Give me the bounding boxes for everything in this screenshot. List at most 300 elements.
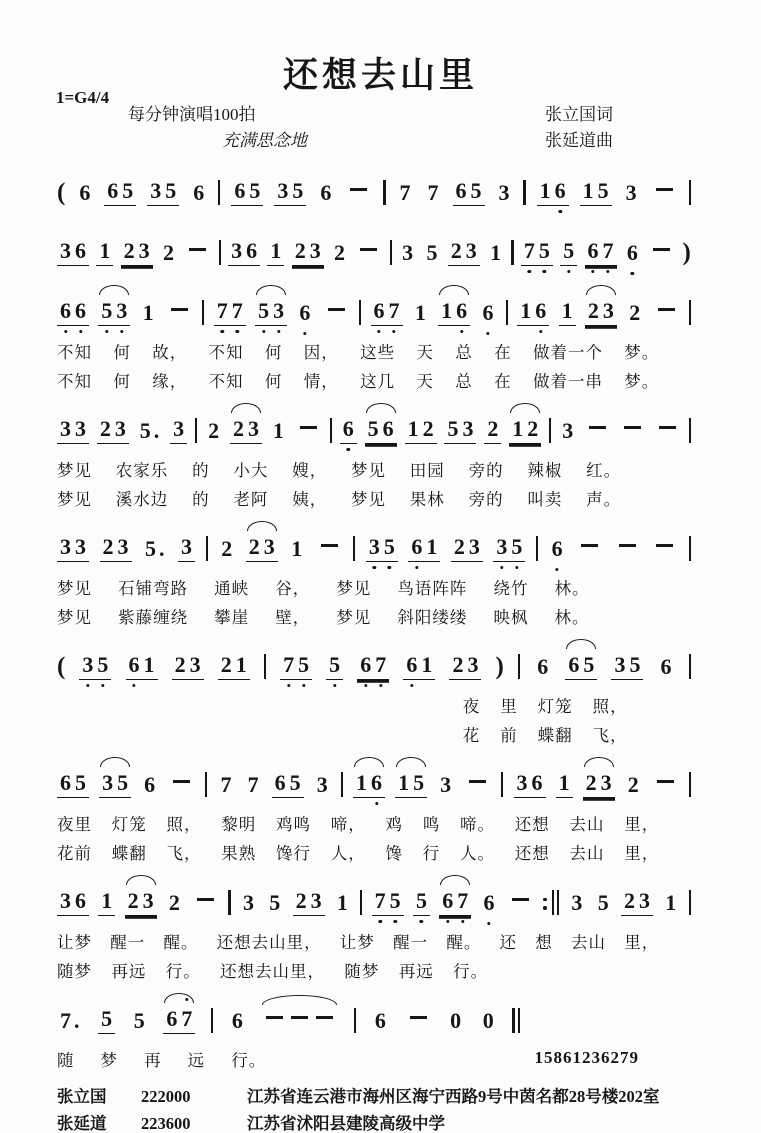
barline xyxy=(689,418,691,444)
lyric-word: 的 xyxy=(192,490,210,509)
bar xyxy=(518,1008,520,1033)
note: 3 xyxy=(271,298,286,324)
note: 6 xyxy=(586,238,601,264)
dash-bar xyxy=(300,426,317,429)
note: 6 xyxy=(404,652,419,678)
bar xyxy=(536,536,538,561)
note: 7 xyxy=(215,298,230,324)
note: 3 xyxy=(181,534,192,559)
note-group xyxy=(100,534,132,562)
barline xyxy=(383,180,385,206)
barline xyxy=(501,772,503,798)
dash-bar xyxy=(656,544,673,547)
note-group xyxy=(437,772,454,798)
slur-arc xyxy=(126,875,156,885)
note-group xyxy=(653,300,680,326)
slur-arc xyxy=(354,757,384,767)
duration-dash xyxy=(654,300,679,326)
low-octave-dot xyxy=(539,330,542,333)
lyric-word: 何 xyxy=(113,372,131,391)
note-group xyxy=(487,240,504,266)
low-octave-dot xyxy=(287,684,290,687)
low-octave-dot xyxy=(86,684,89,687)
lyric-word: 还想 xyxy=(514,815,550,834)
note-digits xyxy=(425,180,442,206)
note-group xyxy=(261,1008,338,1034)
note: 2 xyxy=(168,890,180,915)
lyric-word: 斜阳缕缕 xyxy=(397,608,468,627)
bar xyxy=(264,654,266,679)
bar xyxy=(689,654,691,679)
duration-dash xyxy=(169,772,194,798)
note-group xyxy=(509,416,541,444)
note: 3 xyxy=(367,534,382,560)
note-group xyxy=(412,300,429,326)
notation-line xyxy=(57,518,691,572)
slur-arc xyxy=(584,757,614,767)
note-digits xyxy=(481,890,498,916)
system-5 xyxy=(57,518,691,630)
system-7 xyxy=(57,754,691,866)
header xyxy=(0,0,761,154)
note: 5 . xyxy=(145,536,165,561)
note: 5 xyxy=(414,888,429,914)
low-octave-dot xyxy=(373,566,376,569)
note: 5 xyxy=(537,238,552,264)
duration-dash xyxy=(653,772,678,798)
note-group xyxy=(340,416,357,444)
note-digits xyxy=(331,240,348,266)
lyric-word: 总 xyxy=(455,343,473,362)
duration-dash xyxy=(465,772,490,798)
bar xyxy=(512,1008,514,1033)
system-4 xyxy=(57,400,691,512)
system-2 xyxy=(57,222,691,276)
bar xyxy=(211,1008,213,1033)
dash-bar xyxy=(171,308,188,311)
lyric-word: 去山 xyxy=(569,815,605,834)
note: 1 xyxy=(272,418,284,443)
note-digits xyxy=(218,652,250,680)
note-group xyxy=(623,180,640,206)
lyric-row xyxy=(57,1048,691,1073)
note-group xyxy=(137,418,163,444)
lyric-word: 攀崖 xyxy=(214,608,250,627)
lyric-word: 照， xyxy=(592,697,628,716)
duration-dash xyxy=(620,418,645,444)
note: 3 xyxy=(625,180,637,205)
bar xyxy=(218,180,220,205)
note-digits xyxy=(126,652,158,680)
bar xyxy=(523,180,525,205)
bar xyxy=(390,240,392,265)
lyric-line xyxy=(463,694,628,719)
lyric-word: 不知 xyxy=(208,343,244,362)
barline xyxy=(549,418,551,444)
note: 1 xyxy=(490,240,502,265)
lyric-row xyxy=(57,723,691,748)
note: 3 xyxy=(138,238,150,263)
lyric-word: 天 xyxy=(416,343,434,362)
note-group xyxy=(99,770,131,798)
low-octave-dot xyxy=(393,920,396,923)
note-group xyxy=(57,534,89,562)
note-digits xyxy=(98,298,130,326)
note-group xyxy=(395,770,427,798)
note: 2 xyxy=(123,238,135,263)
dash-bar xyxy=(350,188,367,191)
note-group xyxy=(403,652,435,680)
note: 3 xyxy=(465,238,477,263)
bar xyxy=(549,418,551,443)
note: 5 xyxy=(388,888,403,914)
lyric-word: 飞， xyxy=(166,844,202,863)
note: 3 xyxy=(114,416,126,441)
dash-bar xyxy=(360,248,377,251)
note-group xyxy=(121,238,153,266)
lyric-line xyxy=(57,369,659,394)
note-group xyxy=(218,772,235,798)
note-group xyxy=(295,418,322,444)
note: 3 xyxy=(75,416,86,441)
dash-bar xyxy=(653,248,670,251)
note-group xyxy=(246,534,278,562)
lyric-word: 映枫 xyxy=(493,608,529,627)
lyric-word: 鸣 xyxy=(422,815,441,834)
note: 1 xyxy=(235,652,247,677)
note-group xyxy=(365,416,397,444)
note: 2 xyxy=(629,300,641,325)
note-digits xyxy=(98,888,115,916)
note: 7 xyxy=(399,180,411,205)
note-digits xyxy=(662,890,679,916)
lyric-row xyxy=(57,576,691,601)
note: 1 xyxy=(99,238,111,263)
note-digits xyxy=(514,770,546,798)
note-group xyxy=(228,238,260,266)
note-digits xyxy=(585,238,617,266)
bar xyxy=(518,654,520,679)
note-digits xyxy=(230,416,262,444)
note-digits xyxy=(413,888,430,916)
note-digits xyxy=(412,300,429,326)
low-octave-dot xyxy=(105,330,108,333)
note-digits xyxy=(654,418,681,444)
lyric-word: 这些 xyxy=(360,343,396,362)
note-group xyxy=(585,238,617,266)
barline xyxy=(211,1008,213,1034)
note-group xyxy=(621,888,653,916)
note: 5 xyxy=(296,652,311,678)
low-octave-dot xyxy=(101,684,104,687)
note-digits xyxy=(240,890,257,916)
note-digits xyxy=(323,300,350,326)
duration-dash xyxy=(287,1008,312,1034)
note-group xyxy=(371,298,403,326)
note: 3 xyxy=(60,888,71,913)
note-digits xyxy=(293,888,325,916)
notation-line xyxy=(57,222,691,276)
note-digits xyxy=(353,770,385,798)
note-group xyxy=(611,652,643,680)
note: 1 xyxy=(101,888,113,913)
lyric-word: 梦见 xyxy=(350,490,386,509)
lyric-line xyxy=(57,340,659,365)
lyric-word: 里， xyxy=(624,815,660,834)
bar xyxy=(353,536,355,561)
note-group xyxy=(625,772,642,798)
note-group xyxy=(190,180,207,206)
note-group xyxy=(79,652,111,680)
slur-arc xyxy=(100,757,130,767)
lyric-word: 声。 xyxy=(586,490,622,509)
low-octave-dot xyxy=(392,330,395,333)
note-group xyxy=(580,178,612,206)
bar xyxy=(689,180,691,205)
lyric-word: 啼。 xyxy=(460,815,495,834)
note-digits xyxy=(141,772,158,798)
note: 3 xyxy=(614,652,626,677)
dash-bar xyxy=(321,544,338,547)
duration-dash xyxy=(312,1008,337,1034)
note: 1 xyxy=(561,298,573,323)
note-digits xyxy=(509,416,541,444)
notation-line xyxy=(57,162,691,216)
lyric-word: 馋行 xyxy=(276,844,311,863)
expression-marking: 充满思念地 xyxy=(222,131,307,150)
note: 5 xyxy=(447,416,459,441)
note: 1 xyxy=(270,238,282,263)
note: 7 xyxy=(373,888,388,914)
note-group xyxy=(192,890,219,916)
dash-bar xyxy=(658,308,675,311)
note-digits xyxy=(57,416,89,444)
note-digits xyxy=(57,534,89,562)
note: 3 xyxy=(571,890,583,915)
note: 3 xyxy=(468,534,480,559)
note-group xyxy=(481,890,498,916)
note-group xyxy=(451,534,483,562)
note: 2 xyxy=(248,534,260,559)
augmentation-dot: . xyxy=(153,418,160,443)
low-octave-dot xyxy=(606,270,609,273)
lyricist-credit: 张立国词 xyxy=(545,105,613,124)
lyric-word: 梦。 xyxy=(624,343,660,362)
note: 5 xyxy=(99,298,114,324)
note-digits xyxy=(270,418,287,444)
low-octave-dot xyxy=(631,272,634,275)
note: 2 xyxy=(587,298,599,323)
note-group xyxy=(98,298,130,326)
bar xyxy=(689,890,691,915)
note: 5 xyxy=(75,770,86,795)
note-group xyxy=(229,1008,246,1034)
note: 5 xyxy=(133,1008,145,1033)
lyric-word: 农家乐 xyxy=(115,461,169,480)
lyric-word: 行。 xyxy=(231,1051,267,1070)
note: 7 xyxy=(427,180,439,205)
note-digits xyxy=(366,534,398,562)
note-digits xyxy=(340,416,357,444)
lyric-word: 果林 xyxy=(409,490,445,509)
lyric-word: 田园 xyxy=(409,461,445,480)
note: 2 xyxy=(527,416,539,441)
note-group xyxy=(141,772,158,798)
note-group xyxy=(537,178,569,206)
note-group xyxy=(97,416,129,444)
lyric-word: 让梦 xyxy=(57,933,92,952)
lyric-word: 这几 xyxy=(360,372,396,391)
note: 7 xyxy=(220,772,232,797)
footer xyxy=(0,1079,761,1133)
note-digits xyxy=(397,180,414,206)
low-octave-dot xyxy=(388,566,391,569)
note-digits xyxy=(621,888,653,916)
bar xyxy=(206,536,208,561)
duration-dash xyxy=(649,240,674,266)
note: 5 xyxy=(122,178,134,203)
note-digits xyxy=(178,534,195,562)
note-group xyxy=(218,536,235,562)
note-digits xyxy=(480,1008,497,1034)
barline xyxy=(536,536,538,562)
contact-name: 张立国 xyxy=(57,1087,107,1106)
dash-bar xyxy=(581,544,598,547)
lyric-word: 去山 xyxy=(570,933,606,952)
note-group xyxy=(163,1006,195,1034)
note-digits xyxy=(439,888,471,916)
augmentation-dot: . xyxy=(74,1008,80,1033)
note: 6 xyxy=(482,890,497,916)
note-group xyxy=(464,772,491,798)
note-digits xyxy=(451,534,483,562)
note-digits xyxy=(583,770,615,798)
dash-bar xyxy=(173,780,190,783)
lyric-word: 再远 xyxy=(111,962,147,981)
parenthesis: ) xyxy=(495,653,504,680)
note-digits xyxy=(345,180,372,206)
note-digits xyxy=(190,180,207,206)
note: 6 xyxy=(73,298,88,324)
note-group xyxy=(96,238,113,266)
lyric-word: 随 xyxy=(57,1051,75,1070)
note-digits xyxy=(580,178,612,206)
note: 6 xyxy=(75,888,86,913)
note: 1 xyxy=(539,178,551,203)
note: 6 xyxy=(231,1008,243,1033)
bar xyxy=(689,536,691,561)
lyric-word: 照， xyxy=(166,815,202,834)
note: 6 xyxy=(409,534,424,560)
note-digits xyxy=(266,890,283,916)
low-octave-dot xyxy=(79,330,82,333)
contact-line xyxy=(57,1083,705,1110)
note-group xyxy=(534,654,551,680)
note-group xyxy=(495,180,512,206)
note: 6 xyxy=(537,654,549,679)
lyric-word: 做着一个 xyxy=(532,343,603,362)
barline xyxy=(353,536,355,562)
notation-line xyxy=(57,990,520,1044)
note-digits xyxy=(371,298,403,326)
low-octave-dot xyxy=(277,330,280,333)
system-8 xyxy=(57,872,691,984)
note-digits xyxy=(464,772,491,798)
note-digits xyxy=(537,178,569,206)
song-title: 还想去山里 xyxy=(282,56,478,95)
note-digits xyxy=(168,772,195,798)
lyric-word: 让梦 xyxy=(339,933,375,952)
note-digits xyxy=(403,652,435,680)
note-digits xyxy=(295,418,322,444)
note: 2 xyxy=(452,652,464,677)
lyric-word: 梦见 xyxy=(57,490,92,509)
lyric-word: 灯笼 xyxy=(537,697,573,716)
note-digits xyxy=(192,890,219,916)
note: 6 xyxy=(454,298,469,324)
dash-bar xyxy=(589,426,606,429)
note-group xyxy=(98,888,115,916)
barline xyxy=(511,240,513,266)
contact-name: 张延道 xyxy=(57,1114,107,1133)
note: 2 xyxy=(220,652,232,677)
note-group xyxy=(366,534,398,562)
note-digits xyxy=(559,418,576,444)
lyric-line xyxy=(57,1048,266,1073)
note-digits xyxy=(423,240,440,266)
note-group xyxy=(662,890,679,916)
lyric-word: 醒一 xyxy=(110,933,146,952)
note-group xyxy=(651,536,678,562)
note-digits xyxy=(172,652,204,680)
note-digits xyxy=(549,536,566,562)
note: 3 xyxy=(316,772,328,797)
lyric-word: 壁， xyxy=(275,608,311,627)
dash-bar xyxy=(512,898,529,901)
note-digits xyxy=(57,298,89,326)
lyric-word: 梦 xyxy=(100,1051,119,1070)
note: 6 xyxy=(480,300,495,326)
note: 5 xyxy=(583,652,595,677)
slur-arc xyxy=(231,403,261,413)
lyric-word: 前 xyxy=(500,726,518,745)
note: 5 xyxy=(367,416,379,441)
lyric-word: 梦见 xyxy=(57,461,92,480)
note: 6 xyxy=(553,178,568,204)
note-group xyxy=(556,770,573,798)
note: 6 xyxy=(533,298,548,324)
note-digits xyxy=(626,300,643,326)
composer-credit: 张延道曲 xyxy=(545,131,613,150)
note-digits xyxy=(560,238,577,266)
note: 5 xyxy=(470,178,482,203)
slur-arc xyxy=(439,285,469,295)
note-digits xyxy=(121,238,153,266)
system-6 xyxy=(57,636,691,748)
note: 2 xyxy=(295,888,307,913)
note: 1 xyxy=(426,534,438,559)
lyric-word: 夜里 xyxy=(57,815,92,834)
note-group xyxy=(453,178,485,206)
low-octave-dot xyxy=(460,330,463,333)
duration-dash xyxy=(296,418,321,444)
note-group xyxy=(240,890,257,916)
note-group xyxy=(514,770,546,798)
note-group xyxy=(231,178,263,206)
note: 5 xyxy=(95,652,110,678)
low-octave-dot xyxy=(410,684,413,687)
lyric-word: 花 xyxy=(462,726,481,745)
